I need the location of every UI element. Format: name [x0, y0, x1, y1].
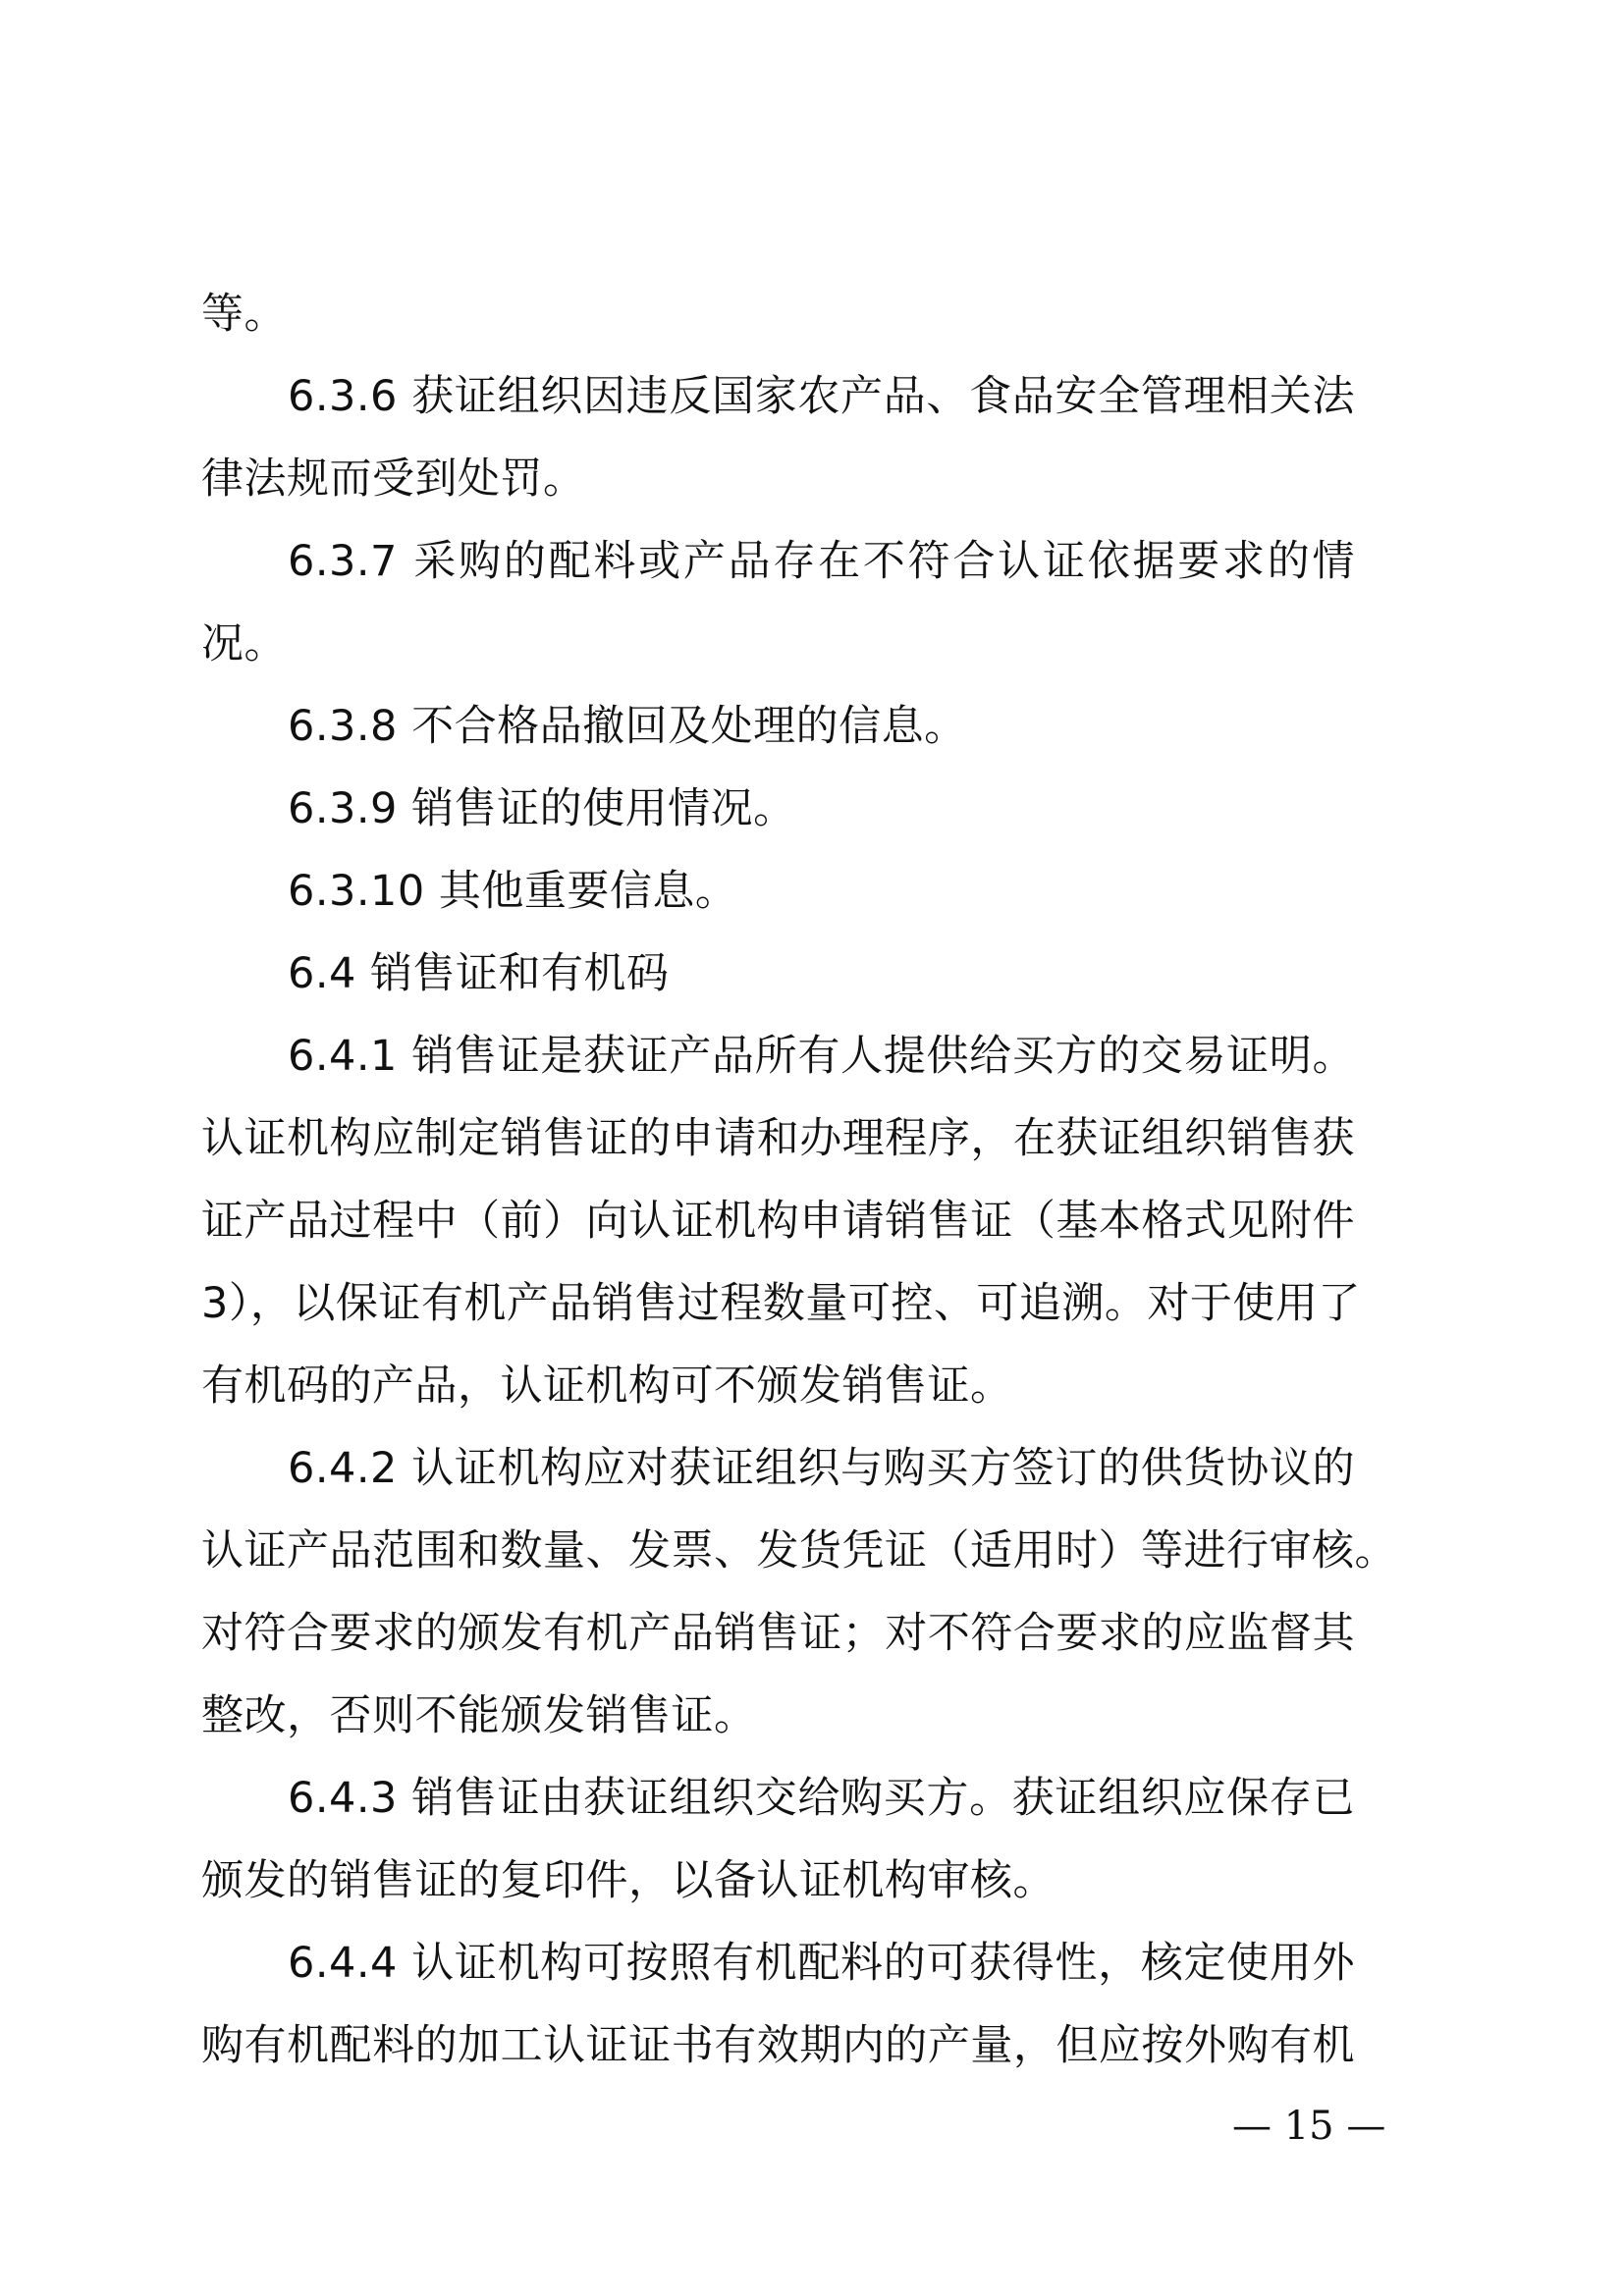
text-line: 6.4.1 销售证是获证产品所有人提供给买方的交易证明。 [288, 1032, 1355, 1081]
text-line: 证产品过程中（前）向认证机构申请销售证（基本格式见附件 [201, 1197, 1355, 1246]
text-line: 等。 [201, 290, 287, 339]
text-line: 整改，否则不能颁发销售证。 [201, 1691, 757, 1740]
text-line: 6.3.7 采购的配料或产品存在不符合认证依据要求的情 [288, 537, 1355, 586]
text-line: 6.4.4 认证机构可按照有机配料的可获得性，核定使用外 [288, 1939, 1355, 1988]
text-line: 购有机配料的加工认证证书有效期内的产量，但应按外购有机 [201, 2021, 1355, 2070]
text-line: 颁发的销售证的复印件，以备认证机构审核。 [201, 1856, 1056, 1905]
text-line: 有机码的产品，认证机构可不颁发销售证。 [201, 1362, 1013, 1411]
text-line: 6.3.6 获证组织因违反国家农产品、食品安全管理相关法 [288, 372, 1355, 421]
text-line: 认证机构应制定销售证的申请和办理程序，在获证组织销售获 [201, 1114, 1355, 1163]
text-line: 对符合要求的颁发有机产品销售证；对不符合要求的应监督其 [201, 1609, 1355, 1658]
text-line: 况。 [201, 619, 287, 668]
section-heading: 6.4 销售证和有机码 [288, 949, 670, 998]
text-line: 6.3.10 其他重要信息。 [288, 867, 738, 916]
text-line: 6.4.3 销售证由获证组织交给购买方。获证组织应保存已 [288, 1774, 1355, 1823]
text-line: 6.3.9 销售证的使用情况。 [288, 784, 796, 833]
text-line: 3），以保证有机产品销售过程数量可控、可追溯。对于使用了 [201, 1279, 1361, 1328]
text-line: 6.4.2 认证机构应对获证组织与购买方签订的供货协议的 [288, 1444, 1355, 1493]
text-line: 认证产品范围和数量、发票、发货凭证（适用时）等进行审核。 [201, 1526, 1397, 1575]
page-number: — 15 — [1232, 2104, 1386, 2149]
text-line: 律法规而受到处罚。 [201, 454, 586, 504]
text-line: 6.3.8 不合格品撤回及处理的信息。 [288, 702, 967, 751]
